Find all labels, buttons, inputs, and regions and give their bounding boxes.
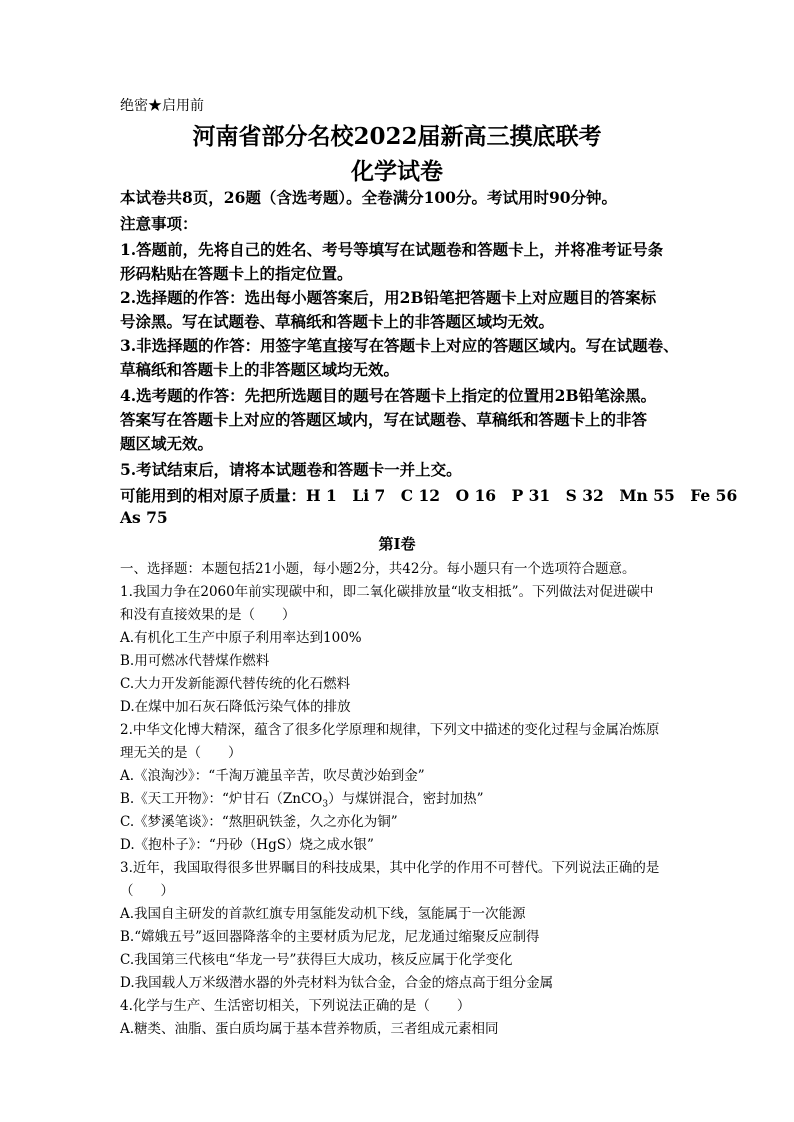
notice-heading: 注意事项： <box>120 214 198 233</box>
zinc-carbonate-formula: ZnCO <box>282 791 323 807</box>
zinc-carbonate-subscript: 3 <box>322 799 329 810</box>
notice-item-4-line-1: 4.选考题的作答：先把所选题目的题号在答题卡上指定的位置用2B铅笔涂黑。 <box>120 386 657 405</box>
exam-subject: 化学试卷 <box>351 158 443 185</box>
notice-item-3-line-2: 草稿纸和答题卡上的非答题区域均无效。 <box>120 360 400 379</box>
notice-item-4-line-2: 答案写在答题卡上对应的答题区域内，写在试题卷、草稿纸和答题卡上的非答 <box>120 410 648 429</box>
question-1-option-c: C.大力开发新能源代替传统的化石燃料 <box>120 676 351 692</box>
question-2-option-d-prefix: D.《抱朴子》：“丹砂（ <box>120 837 257 853</box>
question-1-option-d: D.在煤中加石灰石降低污染气体的排放 <box>120 699 351 715</box>
notice-item-1-line-2: 形码粘贴在答题卡上的指定位置。 <box>120 264 353 283</box>
exam-title: 河南省部分名校2022届新高三摸底联考 <box>192 123 602 150</box>
question-1-option-b: B.用可燃冰代替煤作燃料 <box>120 653 270 669</box>
question-2-option-b <box>120 787 484 810</box>
notice-item-2-line-1: 2.选择题的作答：选出每小题答案后，用2B铅笔把答题卡上对应题目的答案标 <box>120 288 657 307</box>
question-2-option-d-suffix: ）烧之成水银” <box>285 837 374 853</box>
question-3-line-1: 3.近年，我国取得很多世界瞩目的科技成果，其中化学的作用不可替代。下列说法正确的是 <box>120 860 660 876</box>
notice-item-5: 5.考试结束后，请将本试题卷和答题卡一并上交。 <box>120 460 462 479</box>
question-2-option-a: A.《浪淘沙》：“千淘万漉虽辛苦，吹尽黄沙始到金” <box>120 768 425 784</box>
question-2-option-b-prefix: B.《天工开物》：“炉甘石（ <box>120 791 283 807</box>
notice-item-4-line-3: 题区域无效。 <box>120 434 214 453</box>
question-4-option-a: A.糖类、油脂、蛋白质均属于基本营养物质，三者组成元素相同 <box>120 1021 499 1037</box>
question-3-line-2: （ ） <box>120 883 174 899</box>
question-3-option-c: C.我国第三代核电“华龙一号”获得巨大成功，核反应属于化学变化 <box>120 952 513 968</box>
section-instructions: 一、选择题：本题包括21小题，每小题2分，共42分。每小题只有一个选项符合题意。 <box>120 561 636 577</box>
question-1-line-1: 1.我国力争在2060年前实现碳中和，即二氧化碳排放量“收支相抵”。下列做法对促进碳中 <box>120 584 654 600</box>
notice-item-1-line-1: 1.答题前，先将自己的姓名、考号等填写在试题卷和答题卡上，并将准考证号条 <box>120 240 664 259</box>
mercury-sulfide-formula: HgS <box>256 837 286 853</box>
question-1-option-a: A.有机化工生产中原子利用率达到100% <box>120 630 362 646</box>
question-2-option-d <box>120 833 374 853</box>
atomic-mass-line-1: 可能用到的相对原子质量：H 1 Li 7 C 12 O 16 P 31 S 32 Mn 55 Fe 56 <box>120 486 738 505</box>
atomic-mass-line-2: As 75 <box>120 508 168 527</box>
question-3-option-a: A.我国自主研发的首款红旗专用氢能发动机下线，氢能属于一次能源 <box>120 906 526 922</box>
confidential-label: 绝密★启用前 <box>120 98 204 114</box>
question-2-line-2: 理无关的是（ ） <box>120 745 242 761</box>
question-3-option-b: B.“嫦娥五号”返回器降落伞的主要材质为尼龙，尼龙通过缩聚反应制得 <box>120 929 540 945</box>
question-2-option-c: C.《梦溪笔谈》：“熬胆矾铁釜，久之亦化为铜” <box>120 814 398 830</box>
exam-summary: 本试卷共8页，26题（含选考题）。全卷满分100分。考试用时90分钟。 <box>120 188 618 207</box>
notice-item-3-line-1: 3.非选择题的作答：用签字笔直接写在答题卡上对应的答题区域内。写在试题卷、 <box>120 336 679 355</box>
question-1-line-2: 和没有直接效果的是（ ） <box>120 607 296 623</box>
question-3-option-d: D.我国载人万米级潜水器的外壳材料为钛合金，合金的熔点高于组分金属 <box>120 975 554 991</box>
question-2-line-1: 2.中华文化博大精深，蕴含了很多化学原理和规律，下列文中描述的变化过程与金属冶炼原 <box>120 722 660 738</box>
section-title: 第Ⅰ卷 <box>378 535 416 553</box>
question-2-option-b-suffix: ）与煤饼混合，密封加热” <box>328 791 484 807</box>
question-4-line-1: 4.化学与生产、生活密切相关，下列说法正确的是（ ） <box>120 998 471 1014</box>
notice-item-2-line-2: 号涂黑。写在试题卷、草稿纸和答题卡上的非答题区域均无效。 <box>120 312 555 331</box>
